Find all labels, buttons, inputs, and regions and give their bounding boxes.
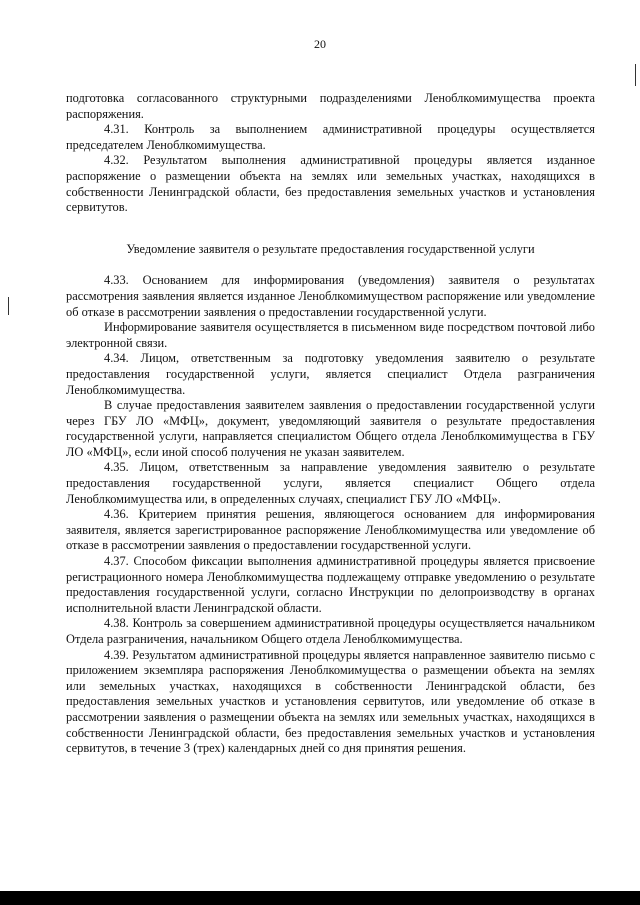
paragraph-4-33: 4.33. Основанием для информирования (уведомления) заявителя о результатах рассмотрения заявления является изданное Леноблкомимуществом распоряжение или уведомление об отказе в рассмотрении заявления о предоставлении государственной услуги. [66, 273, 595, 319]
paragraph-4-36: 4.36. Критерием принятия решения, являющегося основанием для информирования заявителя, является зарегистрированное распоряжение Леноблкомимущества или уведомление об отказе в рассмотрении заявления о предоставлении государственной услуги. [66, 507, 595, 553]
scan-bottom-border [0, 891, 640, 905]
page-number: 20 [314, 37, 326, 51]
scan-edge-mark-right [635, 64, 636, 86]
paragraph-4-37: 4.37. Способом фиксации выполнения административной процедуры является присвоение регистрационного номера Леноблкомимущества подлежащему отправке уведомлению о результате предоставления государственной услуги, согласно Инструкции по делопроизводству в органах исполнительной власти Ленинградской области. [66, 554, 595, 615]
paragraph-informing: Информирование заявителя осуществляется в письменном виде посредством почтовой либо электронной связи. [66, 320, 595, 350]
paragraph-continuation: подготовка согласованного структурными подразделениями Леноблкомимущества проекта распоряжения. [66, 91, 595, 121]
paragraph-mfc-case: В случае предоставления заявителем заявления о предоставлении государственной услуги через ГБУ ЛО «МФЦ», документ, уведомляющий заявителя о результате предоставления государственной услуги, направляется специалистом Общего отдела Леноблкомимущества в ГБУ ЛО «МФЦ», если иной способ получения не указан заявителем. [66, 398, 595, 459]
section-heading: Уведомление заявителя о результате предоставления государственной услуги [126, 241, 535, 256]
document-body [66, 91, 595, 757]
scan-edge-mark-left [8, 297, 9, 315]
paragraph-4-32: 4.32. Результатом выполнения административной процедуры является изданное распоряжение о размещении объекта на землях или земельных участках, находящихся в собственности Ленинградской области, без предоставления земельных участков и установления сервитутов. [66, 153, 595, 215]
paragraph-4-34: 4.34. Лицом, ответственным за подготовку уведомления заявителю о результате предоставления государственной услуги, является специалист Отдела разграничения Леноблкомимущества. [66, 351, 595, 397]
paragraph-4-31: 4.31. Контроль за выполнением административной процедуры осуществляется председателем Леноблкомимущества. [66, 122, 595, 152]
paragraph-4-38: 4.38. Контроль за совершением административной процедуры осуществляется начальником Отдела разграничения, начальником Общего отдела Леноблкомимущества. [66, 616, 595, 646]
paragraph-4-35: 4.35. Лицом, ответственным за направление уведомления заявителю о результате предоставления государственной услуги, является специалист Общего отдела Леноблкомимущества или, в определенных случаях, специалист ГБУ ЛО «МФЦ». [66, 460, 595, 506]
paragraph-4-39: 4.39. Результатом административной процедуры является направленное заявителю письмо с приложением экземпляра распоряжения Леноблкомимущества о размещении объекта на землях или земельных участках, находящихся в собственности Ленинградской области, без предоставления земельных участков и установления сервитутов, или уведомление об отказе в рассмотрении заявления о размещении объекта на землях или земельных участках, находящихся в собственности Ленинградской области, без предоставления земельных участков и установления сервитутов, в течение 3 (трех) календарных дней со дня принятия решения. [66, 647, 595, 756]
